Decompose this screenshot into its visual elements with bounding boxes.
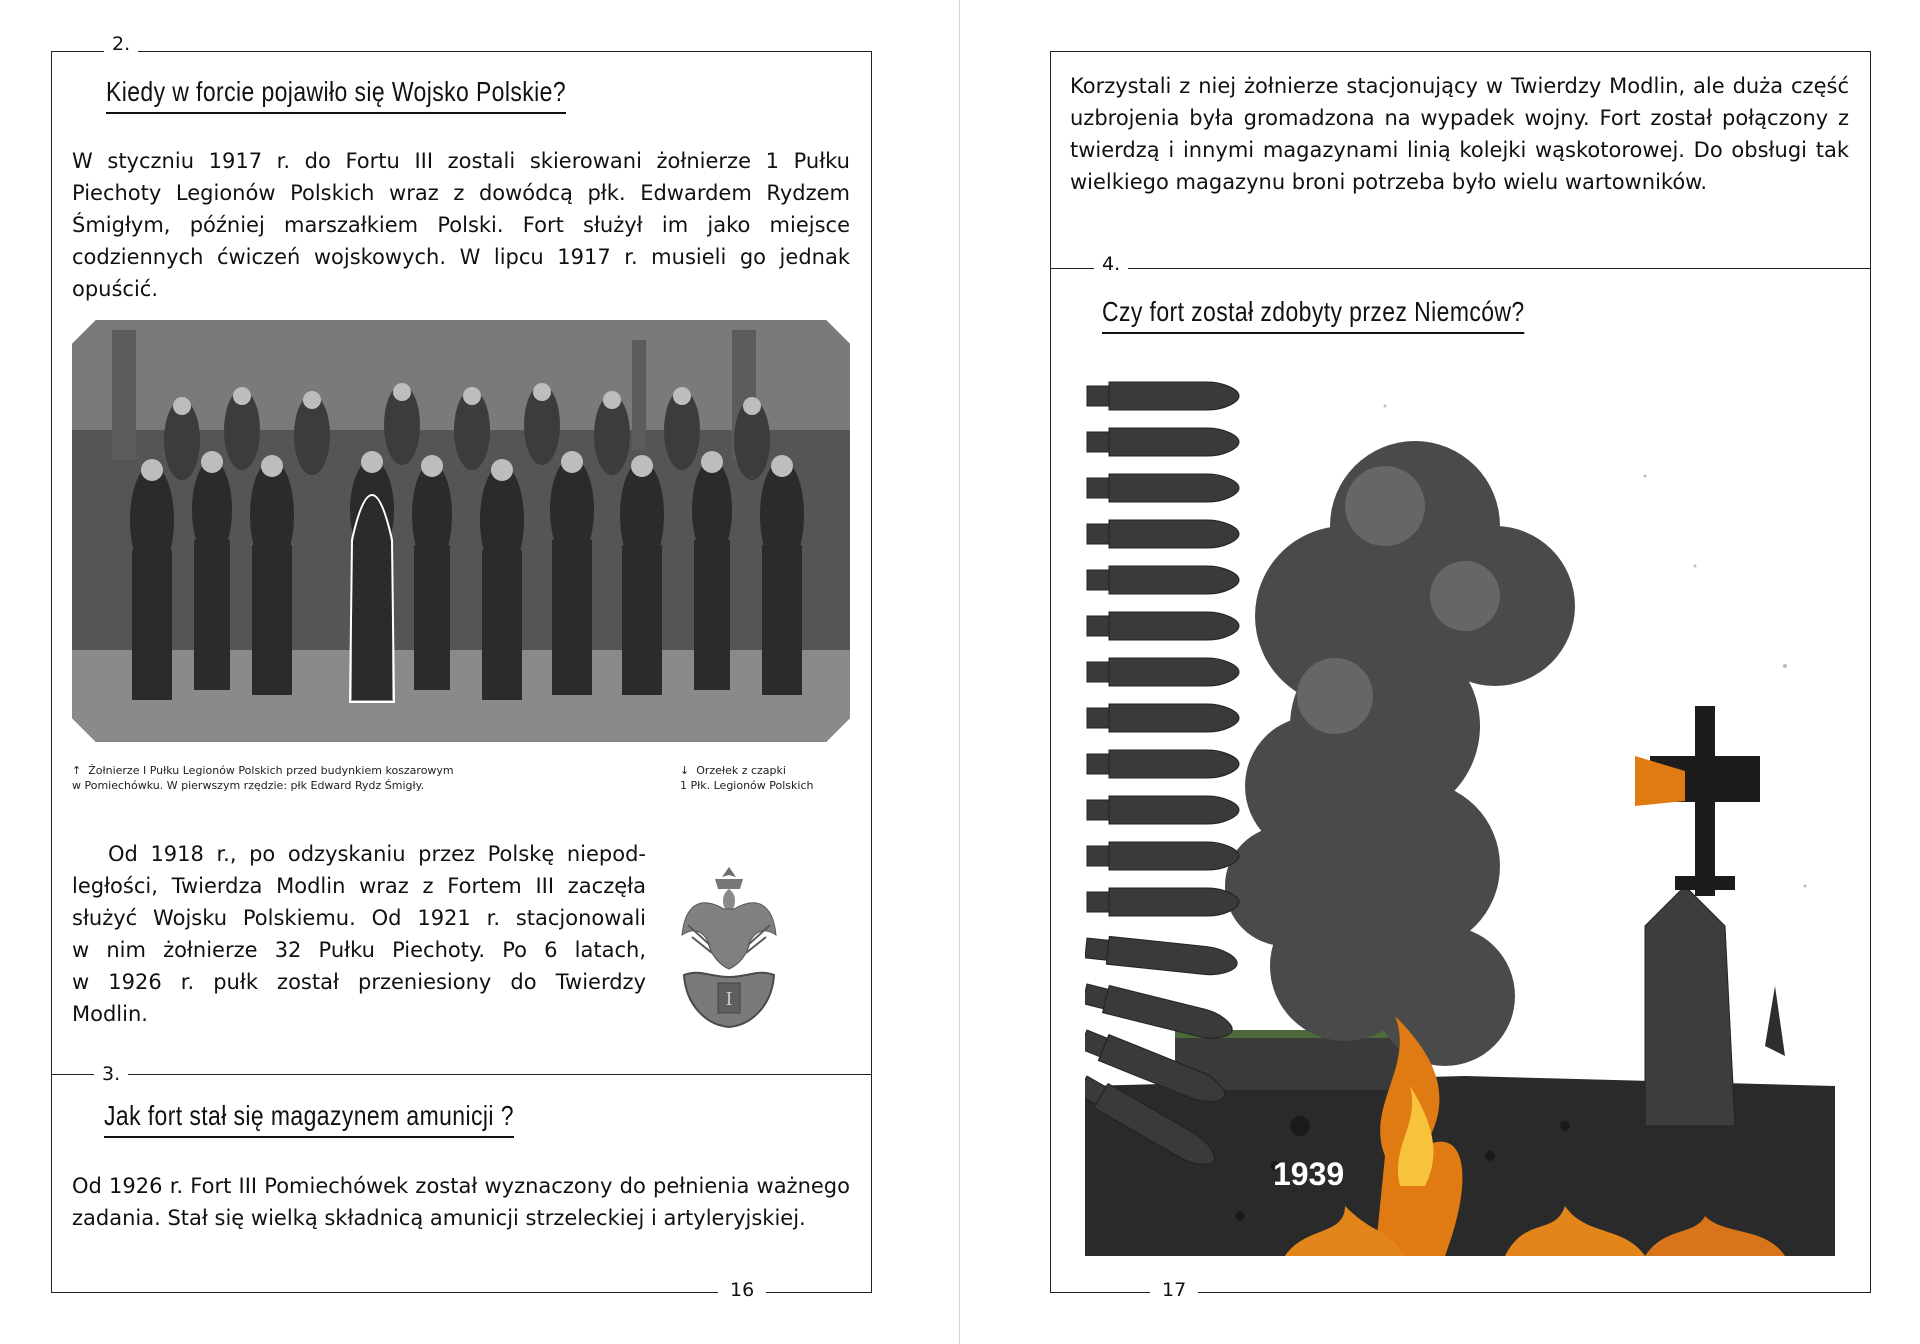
section3-number: 3. <box>94 1063 128 1085</box>
section3-continued-paragraph: Korzystali z niej żołnierze stacjonujący w Twierdzy Modlin, ale duża część uzbrojenia była gromadzona na wypadek wojny. Fort został połączony z twierdzą i innymi magazynami linią kolejki wąskotorowej. Do obsługi tak wielkiego magazynu broni potrzeba było wielu wartowników. <box>1070 74 1849 194</box>
photo-caption: ↑ Żołnierze I Pułku Legionów Polskich przed budynkiem koszarowym w Pomiechówku. W pierwszym rzędzie: płk Edward Rydz Śmigły. <box>72 764 454 792</box>
section2-heading: Kiedy w forcie pojawiło się Wojsko Polskie? <box>106 76 566 114</box>
section2-number: 2. <box>104 33 138 55</box>
svg-text:I: I <box>725 989 733 1010</box>
emblem-caption: ↓ Orzełek z czapki 1 Płk. Legionów Polskich <box>680 764 814 792</box>
section2-paragraph2: Od 1918 r., po odzyskaniu przez Polskę niepod- ległości, Twierdza Modlin wraz z Fortem III zaczęła służyć Wojsku Polskiemu. Od 1921 r. stacjonowali w nim żołnierze 32 Pułku Piechoty. Po 6 latach, w 1926 r. pułk został przeniesiony do Twierdzy Modlin. <box>72 842 646 1026</box>
section2-paragraph: W styczniu 1917 r. do Fortu III zostali skierowani żołnierze 1 Pułku Piechoty Legionów Polskich wraz z dowódcą płk. Edwardem Rydzem Śmigłym, później marszałkiem Polski. Fort służył im jako miejsce codziennych ćwiczeń wojskowych. W lipcu 1917 r. musieli go jednak opuścić. <box>72 149 850 301</box>
arrow-down-icon: ↓ <box>680 764 690 777</box>
arrow-up-icon: ↑ <box>72 764 82 777</box>
left-page-number: 16 <box>718 1279 766 1301</box>
section4-heading: Czy fort został zdobyty przez Niemców? <box>1102 296 1525 334</box>
year-label: 1939 <box>1273 1156 1345 1192</box>
eagle-emblem-image <box>680 865 778 1030</box>
section3-divider <box>51 1074 871 1075</box>
section3-paragraph: Od 1926 r. Fort III Pomiechówek został wyznaczony do pełnienia ważnego zadania. Stał się wielką składnicą amunicji strzeleckiej i artyleryjskiej. <box>72 1174 850 1230</box>
section4-number: 4. <box>1094 253 1128 275</box>
section3-heading: Jak fort stał się magazynem amunicji ? <box>104 1100 514 1138</box>
bombing-1939-illustration <box>1085 366 1835 1256</box>
right-page-number: 17 <box>1150 1279 1198 1301</box>
legion-soldiers-photo <box>72 320 850 742</box>
section4-divider <box>1050 268 1870 269</box>
book-spine <box>959 0 960 1344</box>
